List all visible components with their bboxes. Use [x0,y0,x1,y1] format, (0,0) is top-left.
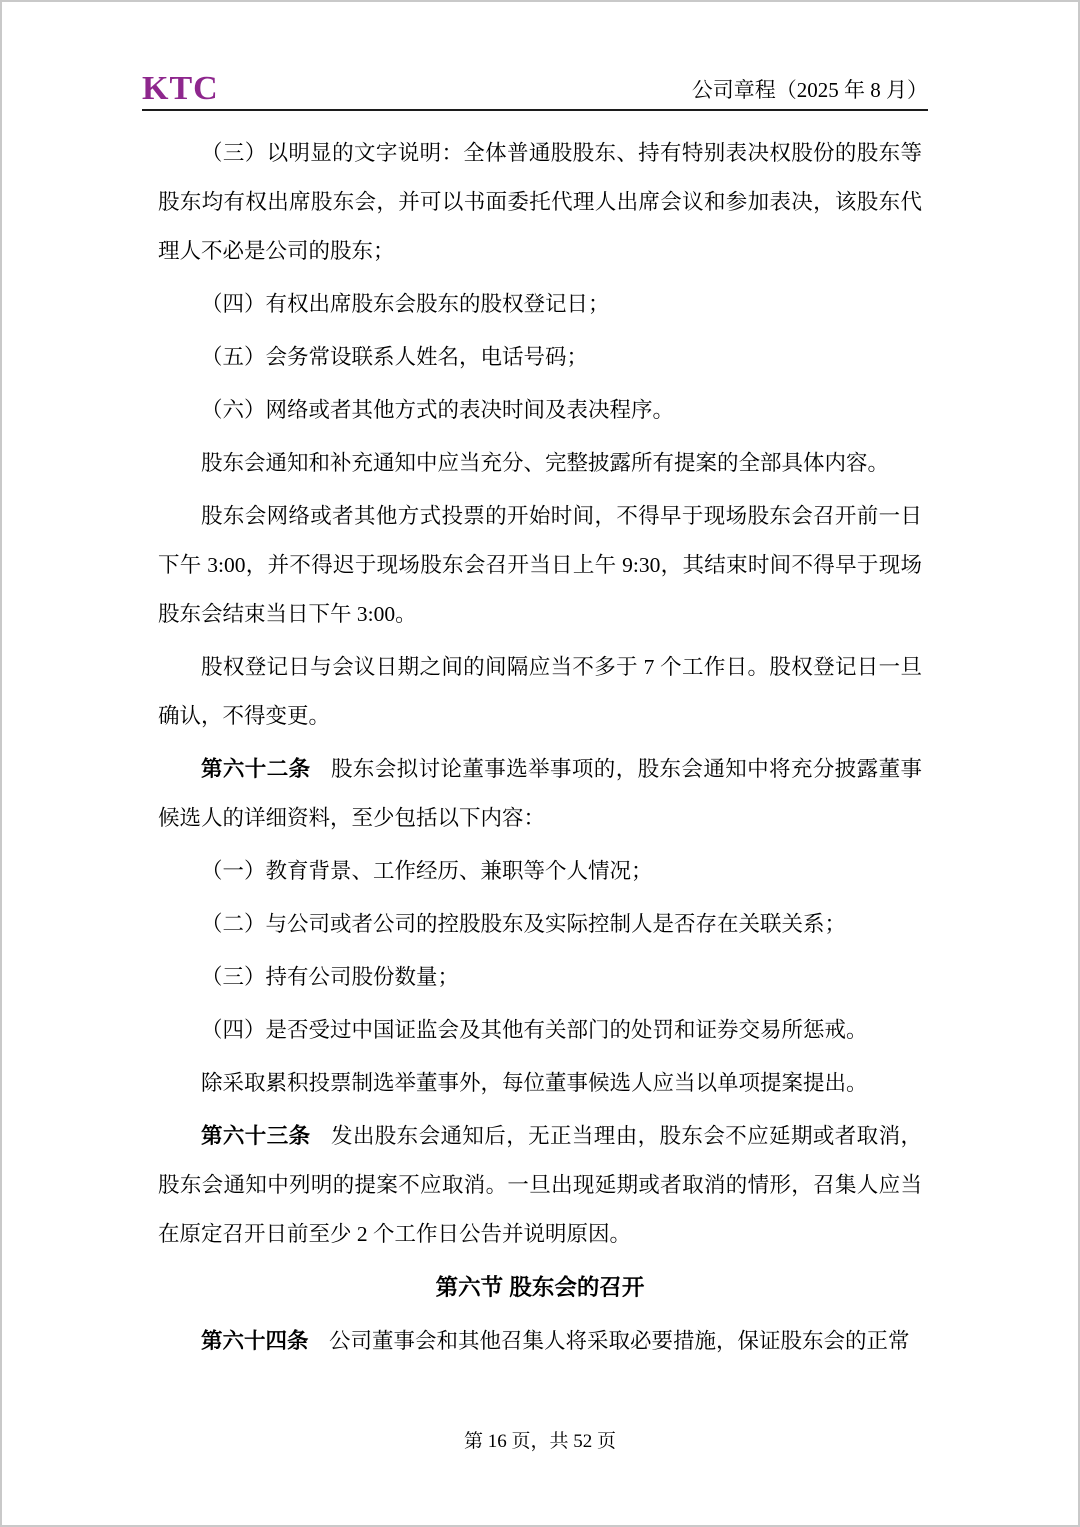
paragraph: 股权登记日与会议日期之间的间隔应当不多于 7 个工作日。股权登记日一旦确认，不得变更。 [158,655,922,728]
paragraph: （二）与公司或者公司的控股股东及实际控制人是否存在关联关系； [201,912,847,936]
page-header [142,60,928,111]
article-number: 第六十二条 [201,757,311,781]
paragraph: 股东会网络或者其他方式投票的开始时间，不得早于现场股东会召开前一日下午 3:00，并不得迟于现场股东会召开当日上午 9:30，其结束时间不得早于现场股东会结束当日下午 3:00。 [158,504,922,626]
article-number: 第六十三条 [201,1124,311,1148]
paragraph: （三）持有公司股份数量； [201,965,460,989]
page-footer [2,1426,1078,1453]
document-body [158,129,922,1370]
paragraph: 除采取累积投票制选举董事外，每位董事候选人应当以单项提案提出。 [201,1071,868,1095]
paragraph: （四）是否受过中国证监会及其他有关部门的处罚和证券交易所惩戒。 [201,1018,868,1042]
paragraph: （四）有权出席股东会股东的股权登记日； [201,292,610,316]
page-number-text: 第 16 页，共 52 页 [463,1431,616,1452]
paragraph: 第六十四条 公司董事会和其他召集人将采取必要措施，保证股东会的正常 [201,1329,910,1353]
paragraph: 第六十二条 股东会拟讨论董事选举事项的，股东会通知中将充分披露董事候选人的详细资料，至少包括以下内容： [158,757,922,830]
paragraph: 第六十三条 发出股东会通知后，无正当理由，股东会不应延期或者取消，股东会通知中列明的提案不应取消。一旦出现延期或者取消的情形，召集人应当在原定召开日前至少 2 个工作日公告并说明原因。 [158,1124,922,1246]
paragraph: 股东会通知和补充通知中应当充分、完整披露所有提案的全部具体内容。 [201,451,890,475]
section-heading: 第六节 股东会的召开 [435,1275,645,1300]
ktc-logo: KTC [142,70,219,107]
paragraph: （三）以明显的文字说明：全体普通股股东、持有特别表决权股份的股东等股东均有权出席股东会，并可以书面委托代理人出席会议和参加表决，该股东代理人不必是公司的股东； [158,141,922,263]
header-doc-title: 公司章程（2025 年 8 月） [691,78,928,102]
paragraph: （六）网络或者其他方式的表决时间及表决程序。 [201,398,675,422]
article-number: 第六十四条 [201,1329,309,1353]
paragraph: （一）教育背景、工作经历、兼职等个人情况； [201,859,653,883]
paragraph: （五）会务常设联系人姓名，电话号码； [201,345,589,369]
